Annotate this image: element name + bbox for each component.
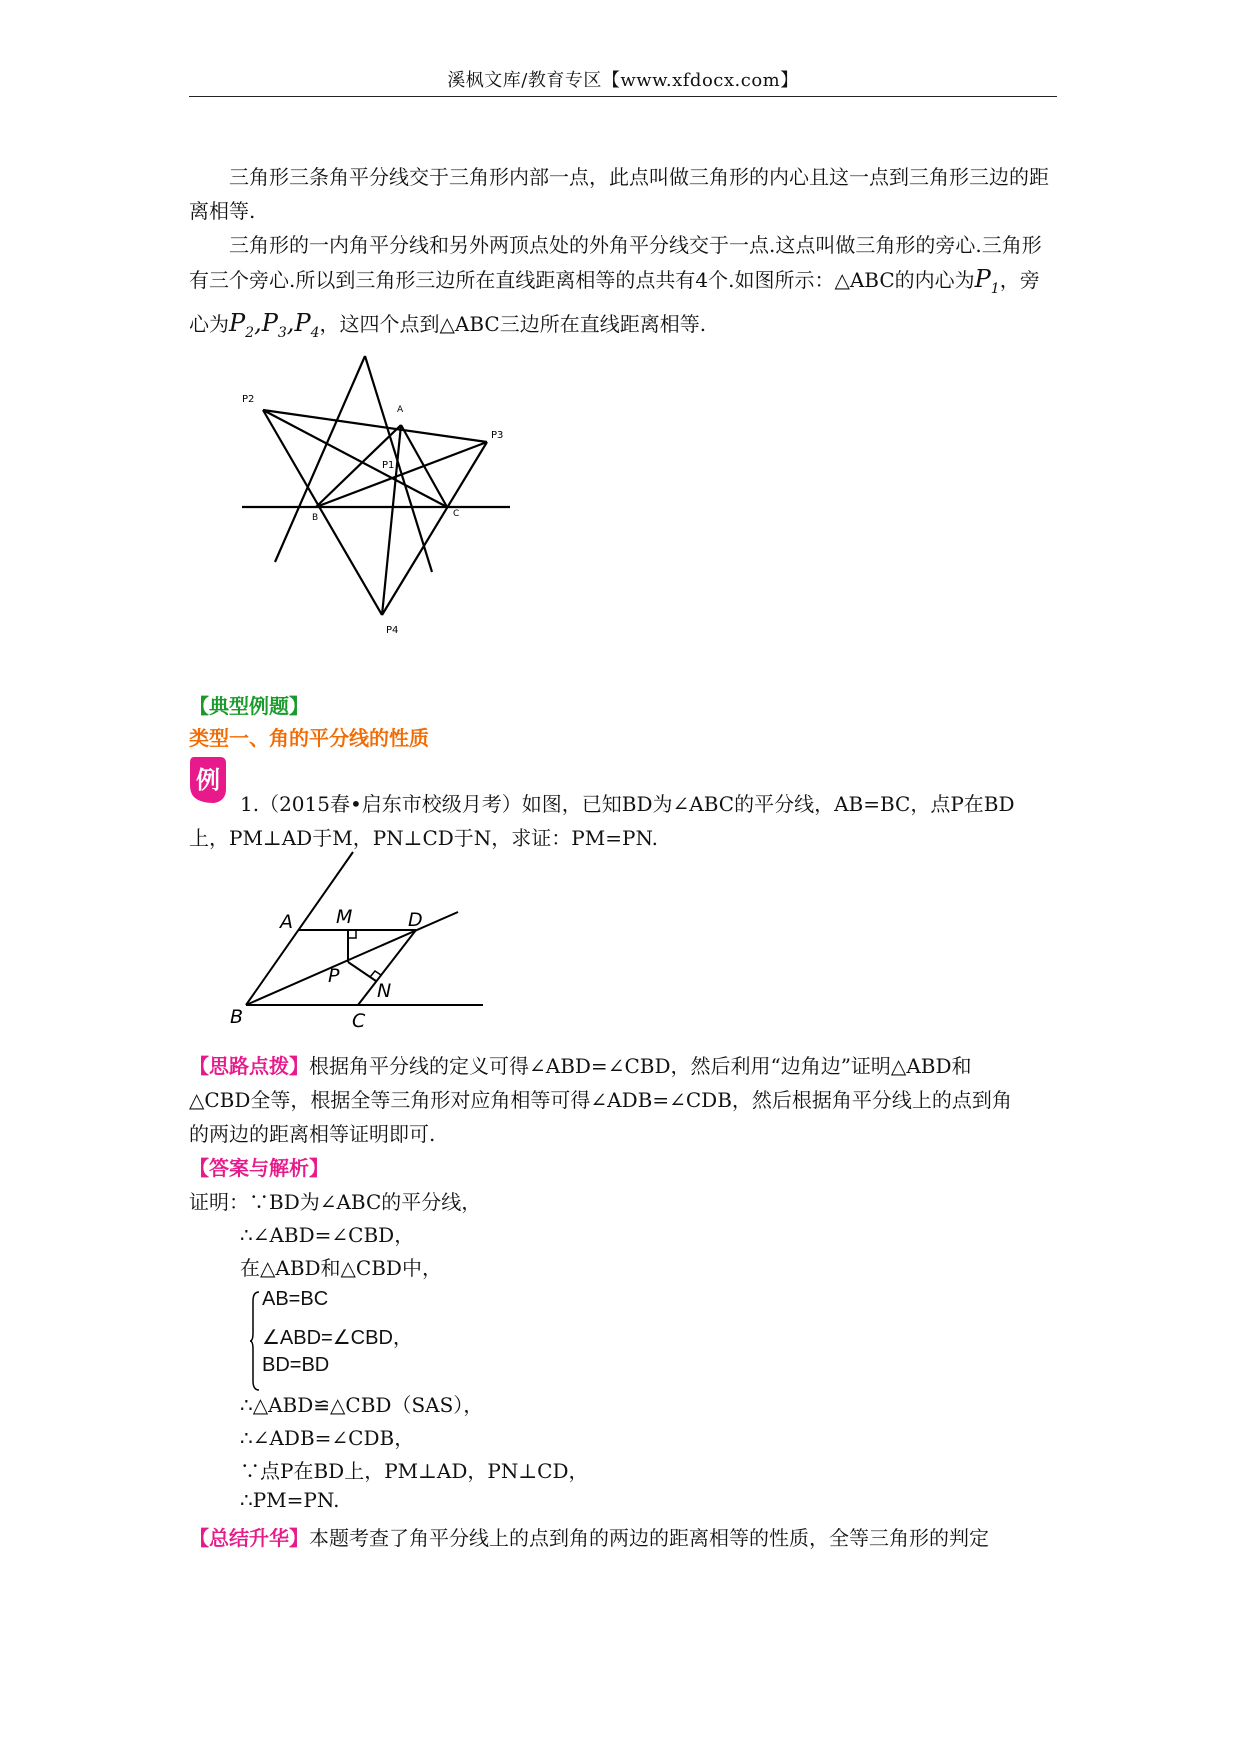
proof-line-1: 证明：∵BD为∠ABC的平分线， bbox=[189, 1190, 482, 1214]
intro-paragraph-1: 三角形三条角平分线交于三角形内部一点，此点叫做三角形的内心且这一点到三角形三边的距离相等. bbox=[189, 165, 1049, 223]
label-a: A bbox=[280, 911, 293, 933]
hint-text-1: 根据角平分线的定义可得∠ABD=∠CBD，然后利用“边角边”证明△ABD和 bbox=[309, 1054, 972, 1078]
proof-line-6: ∵点P在BD上，PM⊥AD，PN⊥CD， bbox=[240, 1459, 589, 1483]
summary-text: 本题考查了角平分线上的点到角的两边的距离相等的性质，全等三角形的判定 bbox=[309, 1526, 989, 1550]
intro-paragraph-2-tail: ，这四个点到△ABC三边所在直线距离相等. bbox=[319, 312, 707, 336]
label-c: C bbox=[453, 509, 460, 519]
proof-line-4: ∴△ABD≌△CBD（SAS）， bbox=[240, 1393, 484, 1417]
hint-line-1 bbox=[189, 1050, 972, 1079]
label-p1: P1 bbox=[382, 460, 395, 471]
intro-paragraph-2-text: 三角形的一内角平分线和另外两顶点处的外角平分线交于一点.这点叫做三角形的旁心.三角形有三个旁心.所以到三角形三边所在直线距离相等的点共有4个.如图所示：△ABC的内心为 bbox=[189, 233, 1042, 292]
line-ab-extended bbox=[275, 356, 365, 562]
intro-comma: ，旁心为 bbox=[189, 268, 1040, 336]
line-p2-p3 bbox=[263, 410, 487, 442]
summary-line bbox=[189, 1522, 989, 1551]
example-badge-label: 例 bbox=[196, 766, 220, 794]
system-line-1: AB=BC bbox=[262, 1288, 329, 1310]
system-brace bbox=[250, 1291, 260, 1391]
hint-tag: 【思路点拨】 bbox=[189, 1054, 309, 1078]
header-divider bbox=[189, 96, 1057, 97]
label-n: N bbox=[377, 980, 392, 1002]
system-line-2: ∠ABD=∠CBD， bbox=[262, 1327, 413, 1349]
summary-tag: 【总结升华】 bbox=[189, 1526, 309, 1550]
system-line-3: BD=BD bbox=[262, 1354, 330, 1376]
proof-line-5: ∴∠ADB=∠CDB， bbox=[240, 1426, 415, 1450]
figure-angle-bisector bbox=[228, 850, 488, 1035]
answer-heading: 【答案与解析】 bbox=[189, 1156, 329, 1180]
hint-line-2: △CBD全等，根据全等三角形对应角相等可得∠ADB=∠CDB，然后根据角平分线上的点到角 bbox=[189, 1088, 1012, 1112]
label-d: D bbox=[408, 909, 423, 931]
label-p2: P2 bbox=[242, 394, 255, 405]
math-p1: $P_1$ bbox=[974, 265, 1000, 297]
intro-paragraph-2 bbox=[189, 228, 1057, 350]
example-1-line-1: 1.（2015春•启东市校级月考）如图，已知BD为∠ABC的平分线，AB=BC，点P在BD bbox=[240, 792, 1015, 816]
example-1-line-2: 上，PM⊥AD于M，PN⊥CD于N，求证：PM=PN. bbox=[189, 826, 659, 850]
right-angle-m bbox=[348, 930, 356, 938]
label-p3: P3 bbox=[491, 430, 504, 441]
proof-line-3: 在△ABD和△CBD中， bbox=[240, 1256, 442, 1280]
label-c: C bbox=[352, 1010, 366, 1032]
label-p4: P4 bbox=[386, 625, 399, 636]
math-p2: $P_2,P_3,P_4$ bbox=[229, 309, 320, 341]
page-header: 溪枫文库/教育专区【www.xfdocx.com】 bbox=[447, 70, 799, 91]
proof-line-2: ∴∠ABD=∠CBD， bbox=[240, 1223, 415, 1247]
label-m: M bbox=[336, 906, 353, 928]
label-a: A bbox=[397, 405, 404, 415]
label-b: B bbox=[312, 513, 319, 523]
segment-pn bbox=[348, 962, 376, 981]
label-b: B bbox=[230, 1006, 244, 1028]
figure-incenter-excenters bbox=[240, 350, 520, 650]
label-p: P bbox=[328, 965, 340, 987]
type-one-heading: 类型一、角的平分线的性质 bbox=[189, 726, 429, 750]
typical-examples-heading: 【典型例题】 bbox=[189, 694, 309, 718]
hint-line-3: 的两边的距离相等证明即可. bbox=[189, 1122, 436, 1146]
proof-line-7: ∴PM=PN. bbox=[240, 1488, 340, 1512]
